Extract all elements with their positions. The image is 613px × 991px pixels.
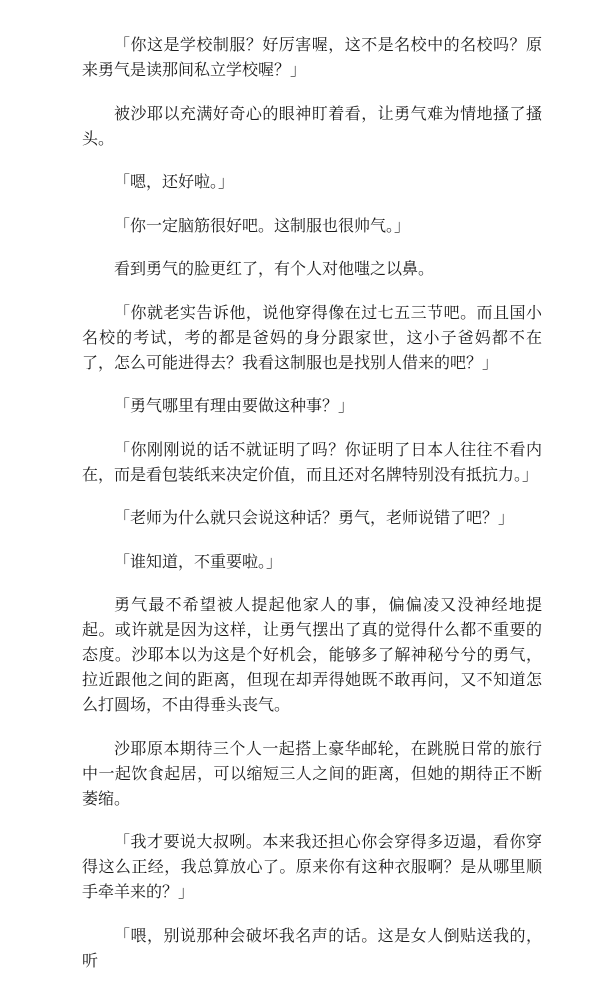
paragraph: 「你一定脑筋很好吧。这制服也很帅气。」	[114, 215, 411, 235]
paragraph: 「嗯，还好啦。」	[114, 172, 235, 191]
paragraph: 被沙耶以充满好奇心的眼神盯着看，让勇气难为情地搔了搔头。	[82, 103, 542, 148]
paragraph: 「谁知道，不重要啦。」	[114, 551, 283, 571]
paragraph: 「你就老实告诉他，说他穿得像在过七五三节吧。而且国小名校的考试，考的都是爸妈的身分跟家世，这小子爸妈都不在了，怎么可能进得去？我看这制服也是找别人借来的吧？」	[82, 302, 542, 372]
paragraph: 看到勇气的脸更红了，有个人对他嗤之以鼻。	[114, 259, 435, 278]
paragraph: 沙耶原本期待三个人一起搭上豪华邮轮，在跳脱日常的旅行中一起饮食起居，可以缩短三人之间的距离，但她的期待正不断萎缩。	[82, 738, 542, 808]
paragraph: 「勇气哪里有理由要做这种事？」	[114, 396, 355, 415]
paragraph: 「我才要说大叔咧。本来我还担心你会穿得多迈遢，看你穿得这么正经，我总算放心了。原来你有这种衣服啊？是从哪里顺手牵羊来的？」	[82, 832, 542, 901]
paragraph: 「老师为什么就只会说这种话？勇气，老师说错了吧？」	[114, 508, 515, 527]
paragraph: 「喂，别说那种会破坏我名声的话。这是女人倒贴送我的，听	[82, 925, 542, 970]
document-page	[82, 32, 542, 991]
paragraph: 「你刚刚说的话不就证明了吗？你证明了日本人往往不看内在，而是看包装纸来决定价值，而且还对名牌特别没有抵抗力。」	[82, 439, 542, 484]
paragraph: 勇气最不希望被人提起他家人的事，偏偏凌又没神经地提起。或许就是因为这样，让勇气摆出了真的觉得什么都不重要的态度。沙耶本以为这是个好机会，能够多了解神秘兮兮的勇气，拉近跟他之间的距离，但现在却弄得她既不敢再问，又不知道怎么打圆场，不由得垂头丧气。	[82, 595, 542, 714]
paragraph: 「你这是学校制服？好厉害喔，这不是名校中的名校吗？原来勇气是读那间私立学校喔？」	[82, 35, 542, 79]
